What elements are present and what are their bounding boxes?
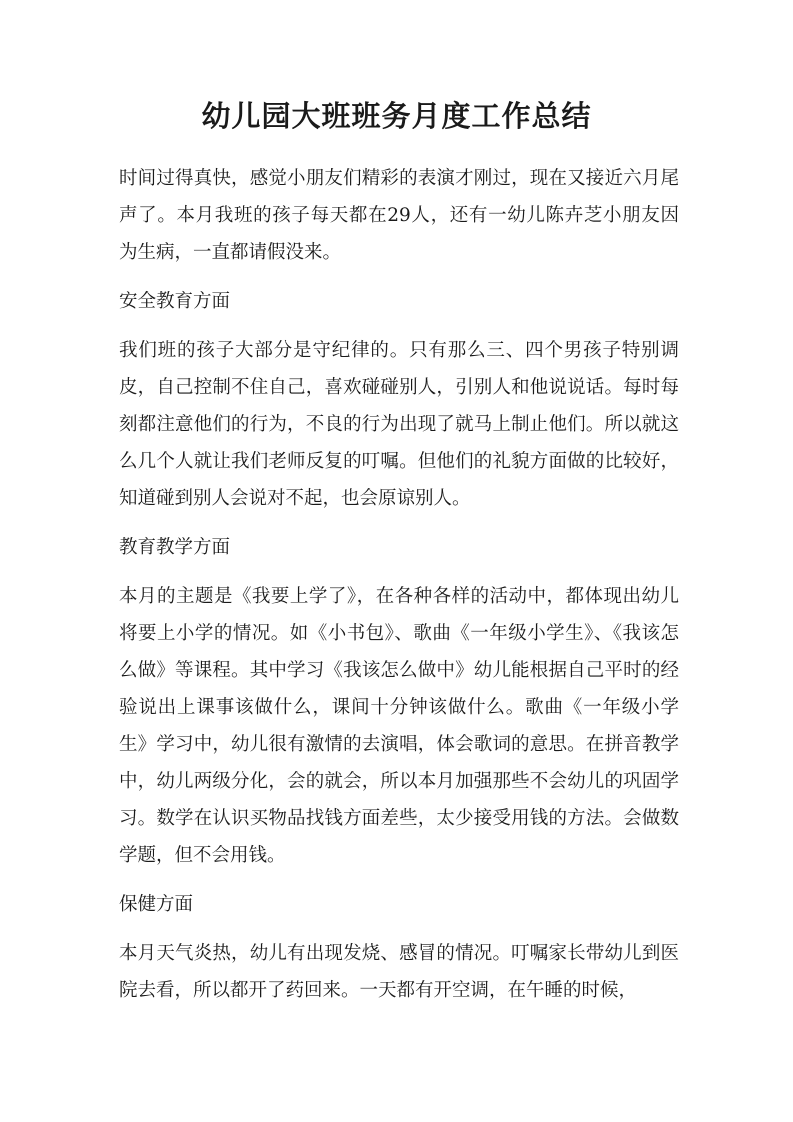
section-heading-health: 保健方面	[119, 894, 194, 915]
intro-paragraph: 时间过得真快，感觉小朋友们精彩的表演才刚过，现在又接近六月尾声了。本月我班的孩子每天都在29人，还有一幼儿陈卉芝小朋友因为生病，一直都请假没来。	[119, 168, 679, 263]
document-title: 幼儿园大班班务月度工作总结	[201, 99, 592, 133]
section-text-health: 本月天气炎热，幼儿有出现发烧、感冒的情况。叮嘱家长带幼儿到医院去看，所以都开了药回来。一天都有开空调，在午睡的时候，	[119, 943, 679, 1001]
section-heading-safety: 安全教育方面	[119, 291, 231, 312]
section-text-teaching: 本月的主题是《我要上学了》，在各种各样的活动中，都体现出幼儿将要上小学的情况。如《小书包》、歌曲《一年级小学生》、《我该怎么做》等课程。其中学习《我该怎么做中》幼儿能根据自己平时的经验说出上课事该做什么，课间十分钟该做什么。歌曲《一年级小学生》学习中，幼儿很有激情的去演唱，体会歌词的意思。在拼音教学中，幼儿两级分化，会的就会，所以本月加强那些不会幼儿的巩固学习。数学在认识买物品找钱方面差些，太少接受用钱的方法。会做数学题，但不会用钱。	[119, 586, 679, 866]
section-text-safety: 我们班的孩子大部分是守纪律的。只有那么三、四个男孩子特别调皮，自己控制不住自己，喜欢碰碰别人，引别人和他说说话。每时每刻都注意他们的行为，不良的行为出现了就马上制止他们。所以就这么几个人就让我们老师反复的叮嘱。但他们的礼貌方面做的比较好，知道碰到别人会说对不起，也会原谅别人。	[119, 340, 679, 509]
document-body	[119, 160, 679, 1009]
section-heading-teaching: 教育教学方面	[119, 537, 231, 558]
